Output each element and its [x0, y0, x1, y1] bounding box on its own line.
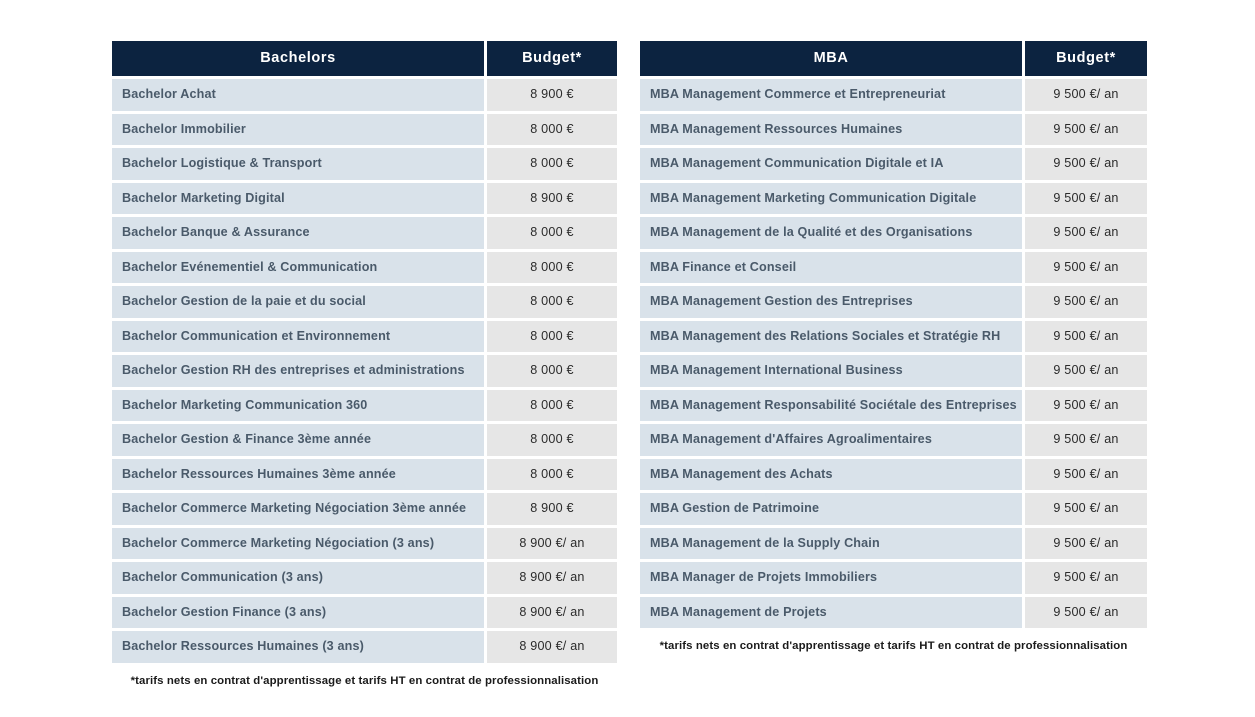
mba-program-budget: 9 500 €/ an	[1025, 355, 1147, 387]
bachelors-program-budget: 8 000 €	[487, 252, 617, 284]
table-row	[640, 459, 1147, 491]
table-row	[112, 493, 617, 525]
mba-program-budget: 9 500 €/ an	[1025, 562, 1147, 594]
table-row	[640, 493, 1147, 525]
mba-program-budget: 9 500 €/ an	[1025, 597, 1147, 629]
table-row	[640, 286, 1147, 318]
table-row	[112, 148, 617, 180]
table-row	[112, 321, 617, 353]
mba-program-name: MBA Management de la Supply Chain	[640, 528, 1022, 560]
table-row	[112, 286, 617, 318]
mba-program-budget: 9 500 €/ an	[1025, 493, 1147, 525]
bachelors-program-name: Bachelor Commerce Marketing Négociation 3ème année	[112, 493, 484, 525]
bachelors-program-budget: 8 900 €	[487, 493, 617, 525]
table-row	[112, 597, 617, 629]
bachelors-program-budget: 8 000 €	[487, 114, 617, 146]
table-row	[640, 217, 1147, 249]
mba-program-name: MBA Gestion de Patrimoine	[640, 493, 1022, 525]
mba-table-header-row	[640, 41, 1147, 76]
mba-table-body	[640, 79, 1147, 631]
table-row	[112, 631, 617, 663]
bachelors-program-name: Bachelor Gestion Finance (3 ans)	[112, 597, 484, 629]
bachelors-table-body	[112, 79, 617, 666]
bachelors-program-budget: 8 000 €	[487, 424, 617, 456]
table-row	[640, 114, 1147, 146]
bachelors-program-name: Bachelor Immobilier	[112, 114, 484, 146]
bachelors-program-name: Bachelor Gestion & Finance 3ème année	[112, 424, 484, 456]
table-row	[640, 424, 1147, 456]
bachelors-program-budget: 8 900 €	[487, 79, 617, 111]
mba-program-budget: 9 500 €/ an	[1025, 390, 1147, 422]
mba-program-name: MBA Management Communication Digitale et IA	[640, 148, 1022, 180]
mba-budget-column-header: Budget*	[1025, 41, 1147, 76]
mba-program-column-header: MBA	[640, 41, 1022, 76]
bachelors-program-name: Bachelor Evénementiel & Communication	[112, 252, 484, 284]
bachelors-pricing-table	[112, 41, 617, 687]
bachelors-program-name: Bachelor Logistique & Transport	[112, 148, 484, 180]
mba-program-name: MBA Management des Relations Sociales et Stratégie RH	[640, 321, 1022, 353]
table-row	[112, 562, 617, 594]
mba-program-name: MBA Finance et Conseil	[640, 252, 1022, 284]
bachelors-footnote: *tarifs nets en contrat d'apprentissage et tarifs HT en contrat de professionnalisation	[130, 674, 599, 687]
bachelors-program-column-header: Bachelors	[112, 41, 484, 76]
mba-program-name: MBA Manager de Projets Immobiliers	[640, 562, 1022, 594]
bachelors-program-budget: 8 900 €/ an	[487, 562, 617, 594]
bachelors-program-name: Bachelor Marketing Communication 360	[112, 390, 484, 422]
mba-program-name: MBA Management Gestion des Entreprises	[640, 286, 1022, 318]
mba-program-name: MBA Management de Projets	[640, 597, 1022, 629]
table-row	[112, 355, 617, 387]
table-row	[112, 217, 617, 249]
mba-program-budget: 9 500 €/ an	[1025, 286, 1147, 318]
bachelors-program-name: Bachelor Achat	[112, 79, 484, 111]
bachelors-program-name: Bachelor Banque & Assurance	[112, 217, 484, 249]
bachelors-program-name: Bachelor Communication et Environnement	[112, 321, 484, 353]
mba-program-budget: 9 500 €/ an	[1025, 459, 1147, 491]
bachelors-table-header-row	[112, 41, 617, 76]
table-row	[640, 321, 1147, 353]
bachelors-program-budget: 8 900 €/ an	[487, 528, 617, 560]
bachelors-program-name: Bachelor Ressources Humaines (3 ans)	[112, 631, 484, 663]
table-row	[112, 183, 617, 215]
mba-program-name: MBA Management Commerce et Entrepreneuriat	[640, 79, 1022, 111]
table-row	[112, 252, 617, 284]
bachelors-program-name: Bachelor Communication (3 ans)	[112, 562, 484, 594]
table-row	[112, 528, 617, 560]
table-row	[112, 459, 617, 491]
bachelors-program-budget: 8 000 €	[487, 459, 617, 491]
bachelors-program-budget: 8 000 €	[487, 148, 617, 180]
mba-program-budget: 9 500 €/ an	[1025, 321, 1147, 353]
bachelors-program-budget: 8 000 €	[487, 217, 617, 249]
bachelors-program-budget: 8 900 €/ an	[487, 631, 617, 663]
bachelors-program-budget: 8 000 €	[487, 321, 617, 353]
mba-program-budget: 9 500 €/ an	[1025, 217, 1147, 249]
table-row	[640, 528, 1147, 560]
mba-program-budget: 9 500 €/ an	[1025, 424, 1147, 456]
mba-pricing-table	[640, 41, 1147, 652]
bachelors-program-budget: 8 000 €	[487, 355, 617, 387]
mba-program-name: MBA Management des Achats	[640, 459, 1022, 491]
bachelors-budget-column-header: Budget*	[487, 41, 617, 76]
mba-program-name: MBA Management de la Qualité et des Organisations	[640, 217, 1022, 249]
mba-footnote: *tarifs nets en contrat d'apprentissage et tarifs HT en contrat de professionnalisation	[659, 640, 1128, 652]
table-row	[640, 183, 1147, 215]
bachelors-program-budget: 8 000 €	[487, 286, 617, 318]
table-row	[112, 114, 617, 146]
bachelors-program-name: Bachelor Marketing Digital	[112, 183, 484, 215]
mba-program-budget: 9 500 €/ an	[1025, 183, 1147, 215]
bachelors-program-name: Bachelor Gestion de la paie et du social	[112, 286, 484, 318]
mba-program-name: MBA Management Ressources Humaines	[640, 114, 1022, 146]
table-row	[112, 79, 617, 111]
bachelors-program-name: Bachelor Ressources Humaines 3ème année	[112, 459, 484, 491]
table-row	[640, 252, 1147, 284]
bachelors-program-budget: 8 900 €/ an	[487, 597, 617, 629]
mba-program-budget: 9 500 €/ an	[1025, 79, 1147, 111]
mba-program-budget: 9 500 €/ an	[1025, 528, 1147, 560]
table-row	[640, 148, 1147, 180]
table-row	[640, 355, 1147, 387]
mba-program-budget: 9 500 €/ an	[1025, 252, 1147, 284]
bachelors-program-name: Bachelor Commerce Marketing Négociation (3 ans)	[112, 528, 484, 560]
mba-program-budget: 9 500 €/ an	[1025, 148, 1147, 180]
bachelors-program-budget: 8 900 €	[487, 183, 617, 215]
mba-program-name: MBA Management d'Affaires Agroalimentaires	[640, 424, 1022, 456]
bachelors-program-budget: 8 000 €	[487, 390, 617, 422]
table-row	[640, 597, 1147, 629]
table-row	[640, 390, 1147, 422]
mba-program-budget: 9 500 €/ an	[1025, 114, 1147, 146]
bachelors-program-name: Bachelor Gestion RH des entreprises et administrations	[112, 355, 484, 387]
mba-program-name: MBA Management International Business	[640, 355, 1022, 387]
mba-program-name: MBA Management Responsabilité Sociétale des Entreprises	[640, 390, 1022, 422]
table-row	[112, 424, 617, 456]
mba-program-name: MBA Management Marketing Communication Digitale	[640, 183, 1022, 215]
table-row	[640, 562, 1147, 594]
table-row	[112, 390, 617, 422]
table-row	[640, 79, 1147, 111]
